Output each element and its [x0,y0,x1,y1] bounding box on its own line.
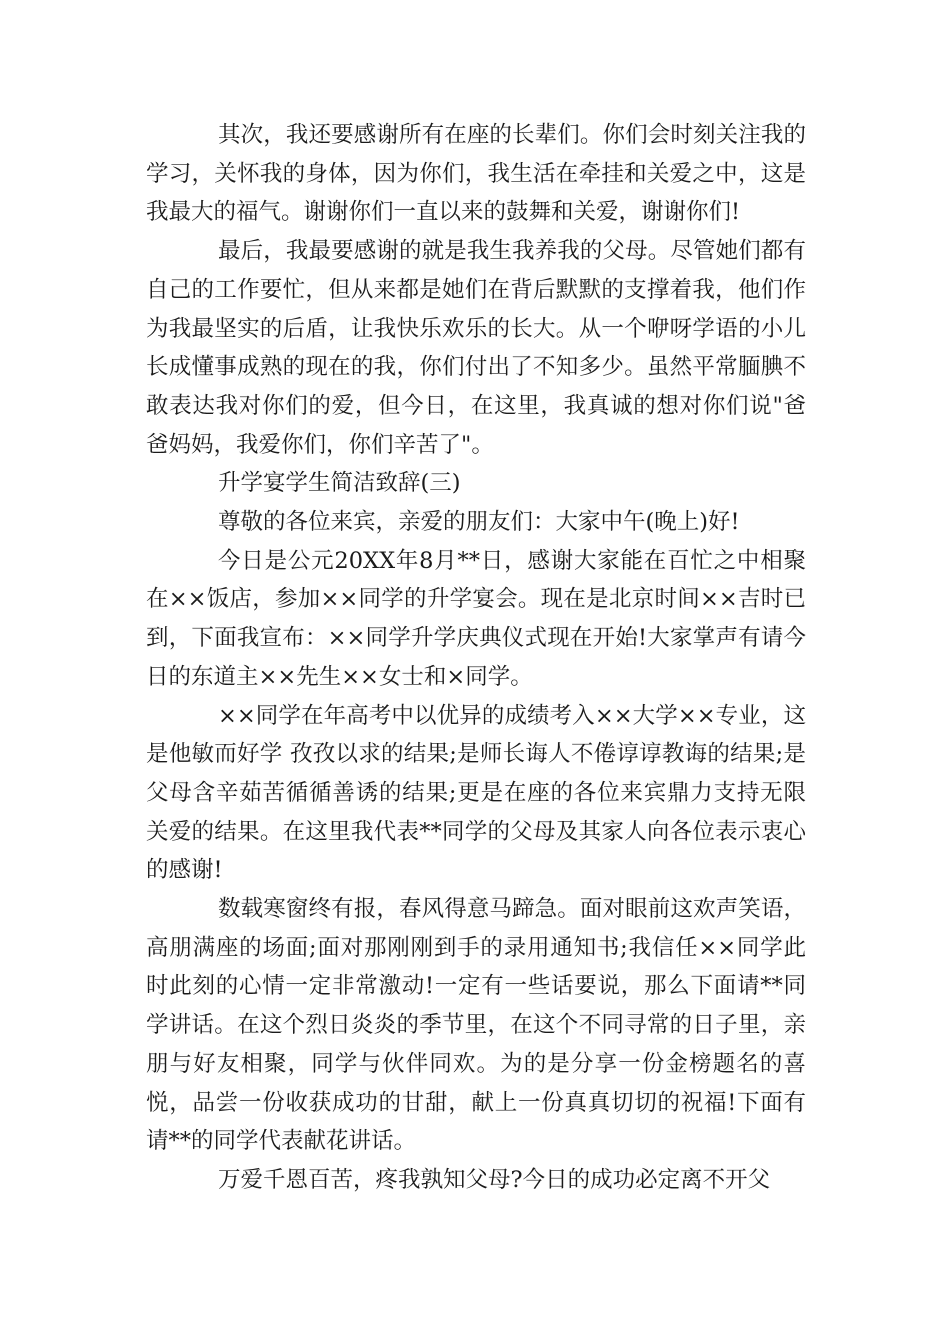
paragraph-opening: 今日是公元20XX年8月**日，感谢大家能在百忙之中相聚在××饭店，参加××同学的升学宴会。现在是北京时间××吉时已到，下面我宣布：××同学升学庆典仪式现在开始!大家掌声有请今日的东道主××先生××女士和×同学。 [146,547,806,690]
paragraph-thanks-parents: 最后，我最要感谢的就是我生我养我的父母。尽管她们都有自己的工作要忙，但从来都是她们在背后默默的支撑着我，他们作为我最坚实的后盾，让我快乐欢乐的长大。从一个咿呀学语的小儿长成懂事成熟的现在的我，你们付出了不知多少。虽然平常腼腆不敢表达我对你们的爱，但今日，在这里，我真诚的想对你们说"爸爸妈妈，我爱你们，你们辛苦了"。 [146,238,806,458]
paragraph-celebration: 数载寒窗终有报，春风得意马蹄急。面对眼前这欢声笑语，高朋满座的场面;面对那刚刚到手的录用通知书;我信任××同学此时此刻的心情一定非常激动!一定有一些话要说，那么下面请**同学讲话。在这个烈日炎炎的季节里，在这个不同寻常的日子里，亲朋与好友相聚，同学与伙伴同欢。为的是分享一份金榜题名的喜悦，品尝一份收获成功的甘甜，献上一份真真切切的祝福!下面有请**的同学代表献花讲话。 [146,896,806,1155]
paragraph-thanks-elders: 其次，我还要感谢所有在座的长辈们。你们会时刻关注我的学习，关怀我的身体，因为你们，我生活在牵挂和关爱之中，这是我最大的福气。谢谢你们一直以来的鼓舞和关爱，谢谢你们! [146,122,806,226]
document-body [146,116,806,1200]
paragraph-gratitude: 万爱千恩百苦，疼我孰知父母?今日的成功必定离不开父 [218,1166,771,1193]
paragraph-achievement: ××同学在年高考中以优异的成绩考入××大学××专业，这是他敏而好学 孜孜以求的结果;是师长诲人不倦谆谆教诲的结果;是父母含辛茹苦循循善诱的结果;更是在座的各位来宾鼎力支持无限关爱的结果。在这里我代表**同学的父母及其家人向各位表示衷心的感谢! [146,702,806,884]
paragraph-greeting: 尊敬的各位来宾，亲爱的朋友们：大家中午(晚上)好! [218,509,740,536]
section-heading: 升学宴学生简洁致辞(三) [218,470,461,497]
